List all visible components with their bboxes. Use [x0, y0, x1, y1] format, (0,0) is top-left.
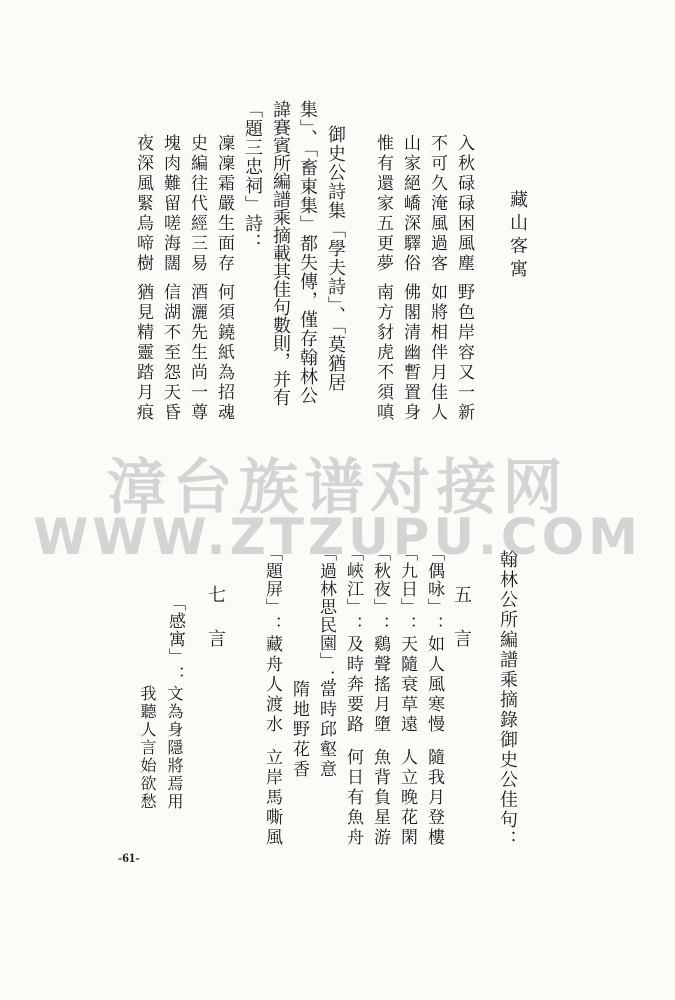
- five-char-item-line2: 何日有魚舟: [343, 748, 363, 848]
- poem1-line-5: 山家絕嶠深驛俗: [400, 134, 420, 274]
- seven-char-label: 七言: [205, 585, 226, 673]
- five-char-item-tag: 「偶咏」：: [424, 544, 444, 634]
- five-char-item-tag: 「九日」：: [397, 544, 417, 634]
- poem1-line-6: 佛閣清幽暫置身: [400, 283, 420, 423]
- poem-heading: 藏山客寓: [507, 190, 528, 282]
- poem1-line-7: 惟有還家五更夢: [373, 134, 393, 274]
- poem1-line-2: 野色岸容又一新: [454, 283, 474, 423]
- poem1-line-4: 如將相伴月佳人: [427, 283, 447, 423]
- five-char-item-line1: 天隨衰草遠: [397, 635, 417, 735]
- poem1-line-1: 入秋碌碌困風塵: [454, 134, 474, 274]
- prose-line-1: 御史公詩集「學夫詩」、「莫猶居: [325, 125, 346, 392]
- five-char-item-tag: 「峽江」：: [343, 544, 363, 634]
- section-title: 翰林公所編譜乘摘錄御史公佳句：: [497, 550, 518, 850]
- five-char-item-tag: 「過林思民園」：: [316, 544, 336, 688]
- five-char-item-line1: 及時奔要路: [343, 635, 363, 735]
- poem2-line-4: 酒灑先生尚一尊: [187, 283, 207, 423]
- five-char-item-tag: 「秋夜」：: [370, 544, 390, 634]
- five-char-item-line2: 立岸馬嘶風: [262, 748, 282, 848]
- seven-char-item-line2: 我聽人言始欲愁: [138, 685, 157, 811]
- five-char-item-line1: 當時邱壑意: [316, 680, 336, 780]
- poem2-line-2: 何須鐃紙為招魂: [214, 283, 234, 423]
- five-char-item-line2: 人立晚花閑: [397, 748, 417, 848]
- watermark-url: WWW.ZTZUPU.COM: [33, 508, 642, 566]
- poem2-line-6: 信湖不至怨天昏: [160, 283, 180, 423]
- poem2-line-8: 猶見精靈踏月痕: [133, 283, 153, 423]
- poem1-line-8: 南方豺虎不須嗔: [373, 283, 393, 423]
- seven-char-item-tag: 「感寓」：: [165, 594, 185, 684]
- five-char-item-line1: 藏舟人渡水: [262, 635, 282, 735]
- poem2-line-1: 凜凜霜嚴生面存: [214, 134, 234, 274]
- poem1-line-3: 不可久淹風過客: [427, 134, 447, 274]
- watermark-text: 漳台族谱对接网: [106, 453, 569, 523]
- five-char-item-line2: 隨我月登樓: [424, 748, 444, 848]
- poem2-line-5: 塊肉難留嗟海闊: [160, 134, 180, 274]
- poem2-line-7: 夜深風緊烏啼樹: [133, 134, 153, 274]
- seven-char-item-line1: 文為身隱將焉用: [165, 685, 184, 811]
- prose-line-2: 集」、「畜東集」都失傳，僅存翰林公: [297, 100, 318, 405]
- five-char-label: 五言: [451, 585, 472, 673]
- five-char-item-tag: 「題屏」：: [262, 544, 282, 634]
- five-char-item-line1: 鷄聲搖月墮: [370, 635, 390, 735]
- five-char-item-line1: 如人風寒慢: [424, 635, 444, 735]
- prose-line-4: 「題三忠祠」詩：: [242, 100, 263, 252]
- poem2-line-3: 史編往代經三易: [187, 134, 207, 274]
- five-char-item-line2: 隋地野花香: [289, 680, 309, 780]
- page-number: -61-: [118, 850, 140, 865]
- five-char-item-line2: 魚背負星游: [370, 748, 390, 848]
- prose-line-3: 諱賽賓所編譜乘摘載其佳句數則，并有: [270, 100, 291, 406]
